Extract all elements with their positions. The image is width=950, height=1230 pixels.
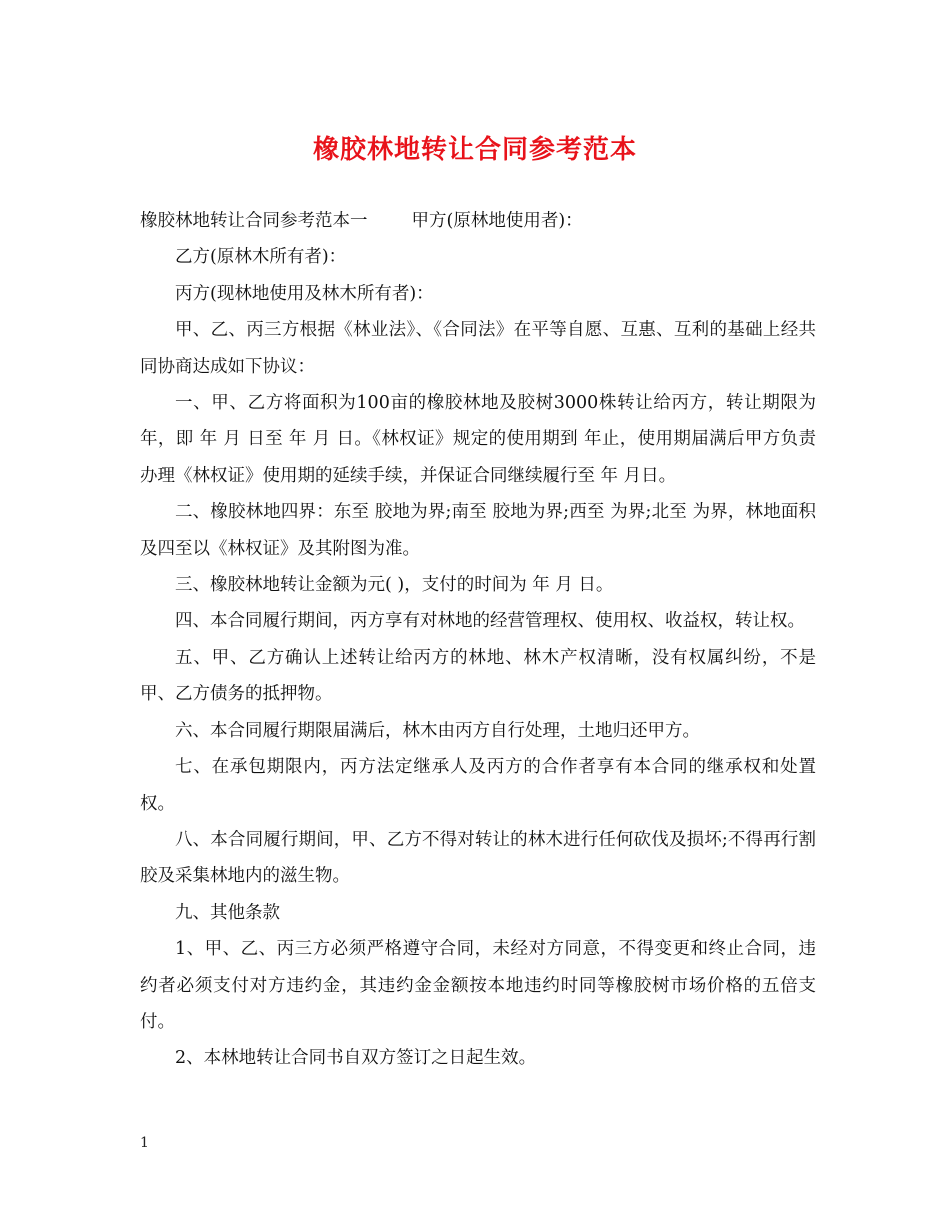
clause-7: 七、在承包期限内，丙方法定继承人及丙方的合作者享有本合同的继承权和处置权。 (140, 757, 816, 814)
clause-6: 六、本合同履行期限届满后，林木由丙方自行处理，土地归还甲方。 (175, 720, 700, 741)
clause-3: 三、橡胶林地转让金额为元( )，支付的时间为 年 月 日。 (175, 575, 614, 596)
sub-clause-2: 2、本林地转让合同书自双方签订之日起生效。 (175, 1048, 537, 1069)
party-c-label: 丙方(现林地使用及林木所有者)： (175, 283, 434, 304)
intro-line (140, 203, 816, 239)
clause-8: 八、本合同履行期间，甲、乙方不得对转让的林木进行任何砍伐及损坏;不得再行割胶及采集林地内的滋生物。 (140, 829, 816, 887)
page-number: 1 (140, 1135, 149, 1151)
document-body (140, 203, 816, 1077)
preamble-paragraph: 甲、乙、丙三方根据《林业法》、《合同法》在平等自愿、互惠、互利的基础上经共同协商达成如下协议： (140, 320, 816, 377)
clause-9-heading: 九、其他条款 (175, 902, 280, 923)
clause-1: 一、甲、乙方将面积为100亩的橡胶林地及胶树3000株转让给丙方，转让期限为 年，即 年 月 日至 年 月 日。《林权证》规定的使用期到 年止，使用期届满后甲方负责办理《林权证》使用期的延续手续，并保证合同继续履行至 年 月日。 (140, 393, 816, 486)
document-title: 橡胶林地转让合同参考范本 (312, 135, 637, 165)
clause-2: 二、橡胶林地四界：东至 胶地为界;南至 胶地为界;西至 为界;北至 为界，林地面积及四至以《林权证》及其附图为准。 (140, 502, 816, 559)
party-b-label: 乙方(原林木所有者)： (175, 247, 347, 268)
intro-heading: 橡胶林地转让合同参考范本一 (140, 211, 368, 231)
clause-4: 四、本合同履行期间，丙方享有对林地的经营管理权、使用权、收益权，转让权。 (175, 611, 805, 632)
sub-clause-1: 1、甲、乙、丙三方必须严格遵守合同，未经对方同意，不得变更和终止合同，违约者必须支付对方违约金，其违约金金额按本地违约时同等橡胶树市场价格的五倍支付。 (140, 939, 816, 1032)
clause-5: 五、甲、乙方确认上述转让给丙方的林地、林木产权清晰，没有权属纠纷，不是甲、乙方债务的抵押物。 (140, 647, 816, 705)
party-a-label: 甲方(原林地使用者)： (411, 211, 583, 231)
